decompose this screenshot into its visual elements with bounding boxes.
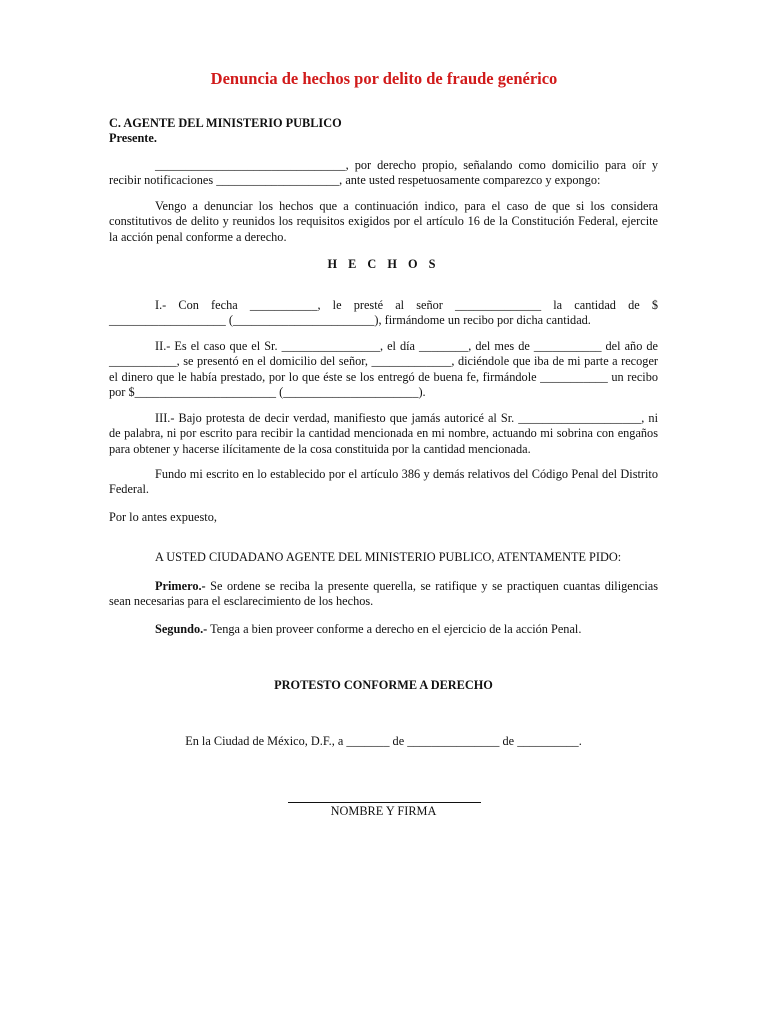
hechos-heading <box>109 257 658 272</box>
presente: Presente. <box>109 131 157 145</box>
intro-paragraph: _______________________________, por derecho propio, señalando como domicilio para oír y recibir notificaciones ____________________, ante usted respetuosamente comparezco y expongo: <box>109 158 658 188</box>
petition-segundo <box>109 622 658 637</box>
place-date-line: En la Ciudad de México, D.F., a _______ de _______________ de __________. <box>185 734 582 748</box>
segundo-label: Segundo.- <box>155 622 208 636</box>
fundamento-paragraph: Fundo mi escrito en lo establecido por el artículo 386 y demás relativos del Código Penal del Distrito Federal. <box>109 467 658 497</box>
hechos-heading-text: H E C H O S <box>327 257 440 271</box>
primero-label: Primero.- <box>155 579 206 593</box>
signature-label: NOMBRE Y FIRMA <box>330 804 437 818</box>
signature-line <box>288 802 481 803</box>
por-lo-expuesto: Por lo antes expuesto, <box>109 510 217 524</box>
hecho-2: II.- Es el caso que el Sr. ________________, el día ________, del mes de ___________ del año de ___________, se presentó en el domicilio del señor, _____________, diciéndole que iba de mi parte a recoger el dinero que le había prestado, por lo que éste se los entregó de buena fe, firmándole ___________ un recibo por $_______________________ (______________________). <box>109 339 658 400</box>
protesto-heading: PROTESTO CONFORME A DERECHO <box>274 678 493 692</box>
addressee: C. AGENTE DEL MINISTERIO PUBLICO <box>109 116 342 130</box>
hecho-3: III.- Bajo protesta de decir verdad, manifiesto que jamás autoricé al Sr. ____________________, ni de palabra, ni por escrito para recibir la cantidad mencionada en mi nombre, actuando mi sobrina con engaños para obtener y hacerse ilícitamente de la cosa constituida por la cantidad mencionada. <box>109 411 658 456</box>
primero-text: Se ordene se reciba la presente querella, se ratifique y se practiquen cuantas diligencias sean necesarias para el esclarecimiento de los hechos. <box>109 579 658 609</box>
petition-primero <box>109 579 658 610</box>
hecho-1: I.- Con fecha ___________, le presté al señor ______________ la cantidad de $ ___________________ (_______________________), firmándome un recibo por dicha cantidad. <box>109 298 658 328</box>
petition-heading: A USTED CIUDADANO AGENTE DEL MINISTERIO PUBLICO, ATENTAMENTE PIDO: <box>155 550 622 564</box>
document-title: Denuncia de hechos por delito de fraude genérico <box>210 69 558 88</box>
segundo-text: Tenga a bien proveer conforme a derecho en el ejercicio de la acción Penal. <box>207 622 582 636</box>
denuncia-paragraph: Vengo a denunciar los hechos que a continuación indico, para el caso de que si los considera constitutivos de delito y reunidos los requisitos exigidos por el artículo 16 de la Constitución Federal, ejercite la acción penal conforme a derecho. <box>109 199 658 244</box>
